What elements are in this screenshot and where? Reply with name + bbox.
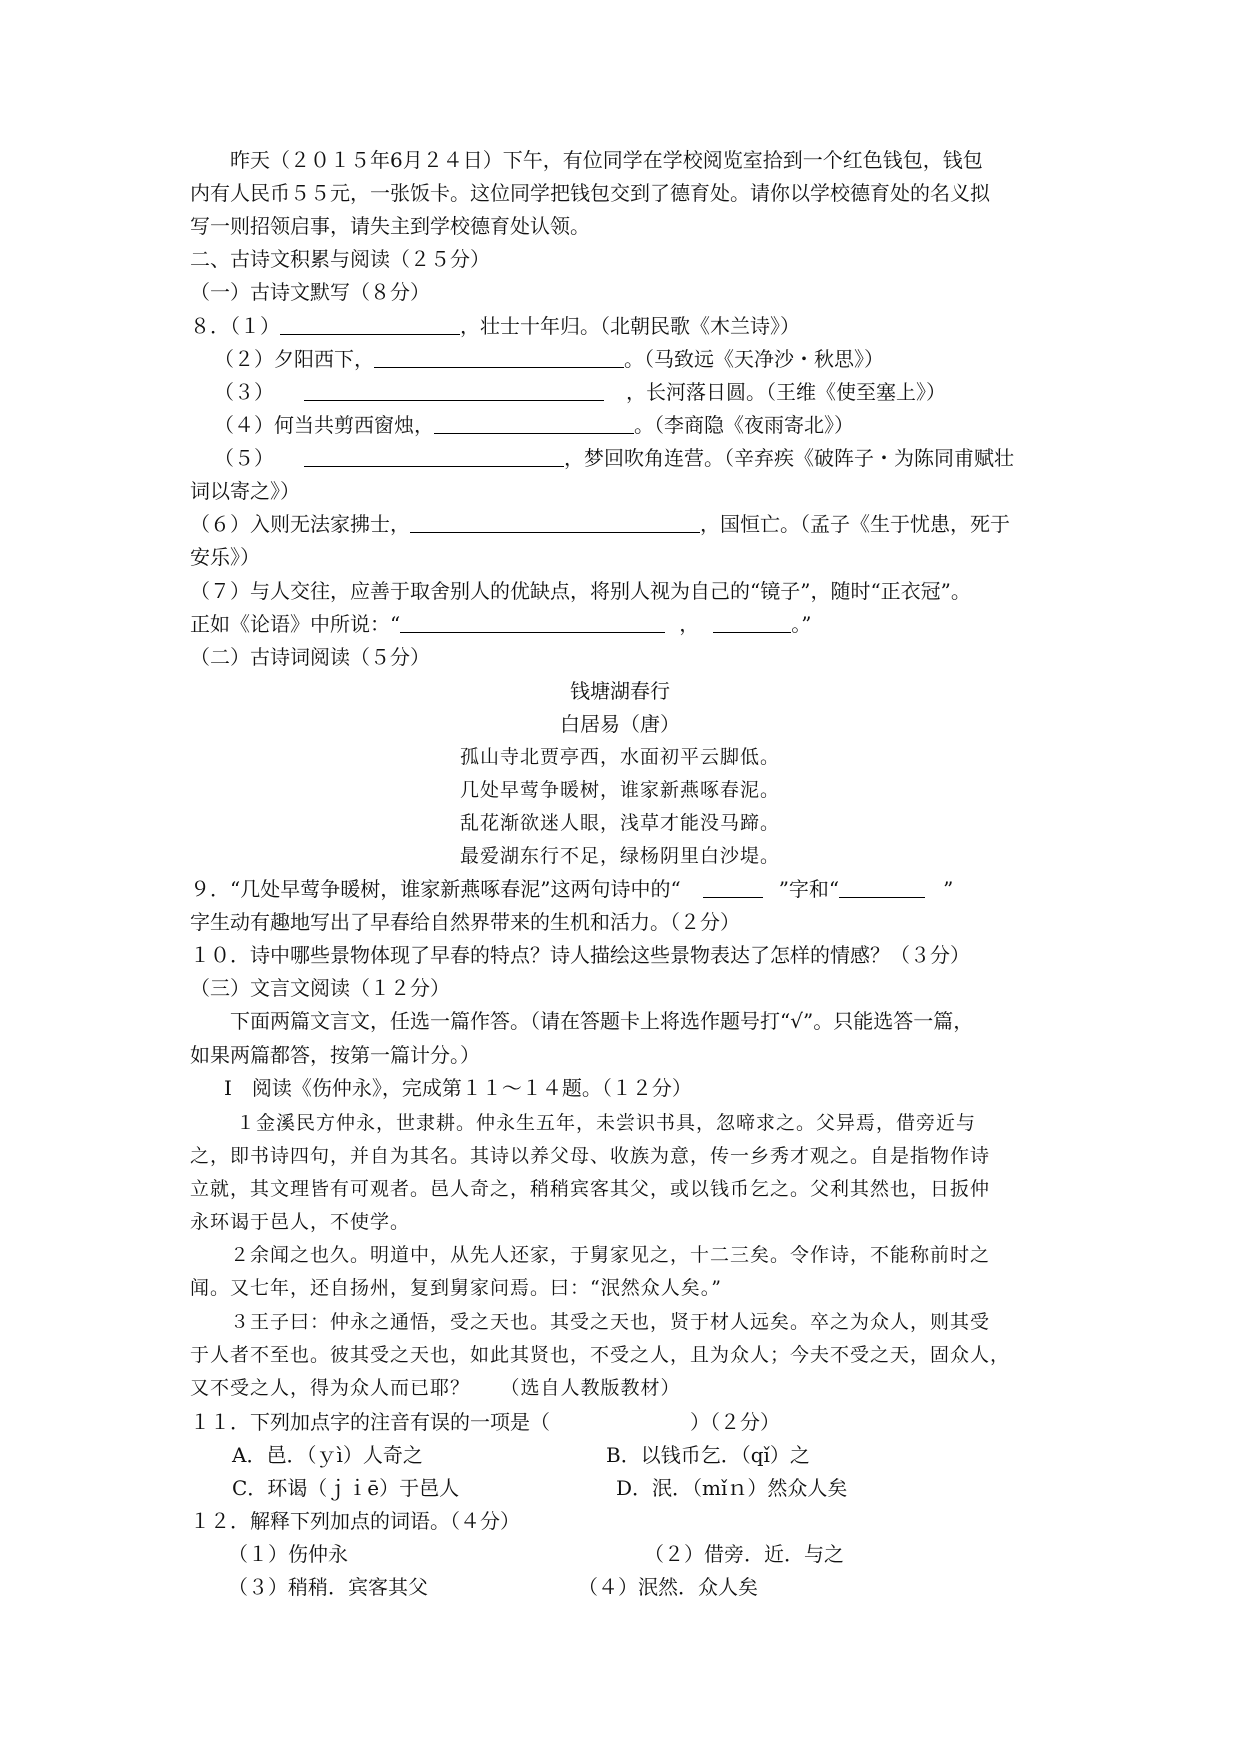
passage-para3-line-1: ３王子曰：仲永之通悟，受之天也。其受之天也，贤于材人远矣。卒之为众人，则其受 xyxy=(230,1311,991,1333)
notice-line-1: 昨天（２０１５年6月２４日）下午，有位同学在学校阅览室拾到一个红色钱包，钱包 xyxy=(230,148,983,172)
poem-line-2: 几处早莺争暖树，谁家新燕啄春泥。 xyxy=(459,779,780,801)
q9-middle: ”字和“ xyxy=(778,877,840,901)
q11-option-b: B．以钱币乞．（qǐ）之 xyxy=(606,1443,810,1467)
reading-heading: Ⅰ 阅读《伤仲永》，完成第１１～１４题。（１２分） xyxy=(224,1076,692,1100)
q8-item-4-prefix: （４）何当共剪西窗烛， xyxy=(214,413,434,437)
q8-item-3-suffix: ，长河落日圆。（王维《使至塞上》） xyxy=(626,380,946,404)
q9-blank-2[interactable] xyxy=(839,877,925,898)
q8-item-7-line-1: （７）与人交往，应善于取舍别人的优缺点，将别人视为自己的“镜子”，随时“正衣冠”。 xyxy=(190,579,971,603)
q8-item-4-suffix: 。（李商隐《夜雨寄北》） xyxy=(634,413,854,437)
q8-blank-4[interactable] xyxy=(434,413,634,434)
q8-item-7-prefix: 正如《论语》中所说：“ xyxy=(190,612,401,636)
q8-item-5-prefix: （５） xyxy=(214,446,274,470)
q11-stem-suffix: ）（２分） xyxy=(690,1410,780,1434)
passage-para1-line-4: 永环谒于邑人，不使学。 xyxy=(190,1211,411,1233)
subsection-3-title: （三）文言文阅读（１２分） xyxy=(190,976,450,1000)
q9-line-1 xyxy=(190,877,953,901)
q8-blank-6[interactable] xyxy=(410,512,700,533)
q9-prefix: ９．“几处早莺争暖树，谁家新燕啄春泥”这两句诗中的“ xyxy=(190,877,681,901)
q8-item-6-prefix: （６）入则无法家拂士， xyxy=(190,512,410,536)
q8-item-3-prefix: （３） xyxy=(214,380,274,404)
q8-blank-3[interactable] xyxy=(304,380,604,401)
q8-blank-1[interactable] xyxy=(280,314,460,335)
q11-option-d: D．泯．（mǐｎ）然众人矣 xyxy=(616,1476,848,1500)
q8-blank-7a[interactable] xyxy=(400,612,665,633)
passage-para1-line-3: 立就，其文理皆有可观者。邑人奇之，稍稍宾客其父，或以钱币乞之。父利其然也，日扳仲 xyxy=(190,1178,991,1200)
q8-item-1 xyxy=(190,314,800,338)
q8-item-7-line-2 xyxy=(190,612,811,636)
q11-stem xyxy=(190,1410,780,1434)
poem-title: 钱塘湖春行 xyxy=(570,679,670,703)
instruction-line-2: 如果两篇都答，按第一篇计分。） xyxy=(190,1043,480,1067)
q8-item-7-suffix: 。” xyxy=(791,612,812,636)
q9-blank-1[interactable] xyxy=(703,877,763,898)
poem-line-3: 乱花渐欲迷人眼，浅草才能没马蹄。 xyxy=(459,812,780,834)
q12-item-3: （３）稍稍．宾客其父 xyxy=(228,1575,428,1599)
notice-line-3: 写一则招领启事，请失主到学校德育处认领。 xyxy=(190,214,590,238)
q8-item-5-suffix: ，梦回吹角连营。（辛弃疾《破阵子・为陈同甫赋壮 xyxy=(564,446,1014,470)
q8-item-5-continued: 词以寄之》） xyxy=(190,479,300,503)
instruction-line-1: 下面两篇文言文，任选一篇作答。（请在答题卡上将选作题号打“√”。只能选答一篇， xyxy=(230,1009,974,1033)
q8-item-2 xyxy=(214,347,884,371)
passage-para3-line-3: 又不受之人，得为众人而已耶？ （选自人教版教材） xyxy=(190,1377,681,1399)
passage-para1-line-2: 之，即书诗四句，并自为其名。其诗以养父母、收族为意，传一乡秀才观之。自是指物作诗 xyxy=(190,1145,991,1167)
q8-item-1-suffix: ，壮士十年归。（北朝民歌《木兰诗》） xyxy=(460,314,800,338)
q11-option-a: A．邑．（ｙì）人奇之 xyxy=(232,1443,423,1467)
q10-stem: １０．诗中哪些景物体现了早春的特点？诗人描绘这些景物表达了怎样的情感？（３分） xyxy=(190,943,970,967)
q8-item-2-suffix: 。（马致远《天净沙・秋思》） xyxy=(624,347,884,371)
q9-line-2: 字生动有趣地写出了早春给自然界带来的生机和活力。（２分） xyxy=(190,910,740,934)
q12-item-1: （１）伤仲永 xyxy=(228,1542,348,1566)
q9-suffix: ” xyxy=(943,877,954,901)
passage-para1-line-1: １金溪民方仲永，世隶耕。仲永生五年，未尝识书具，忽啼求之。父异焉，借旁近与 xyxy=(236,1112,977,1134)
poem-line-1: 孤山寺北贾亭西，水面初平云脚低。 xyxy=(459,746,780,768)
q8-blank-2[interactable] xyxy=(374,347,624,368)
q8-item-6-suffix: ，国恒亡。（孟子《生于忧患，死于 xyxy=(700,512,1010,536)
q12-item-2: （２）借旁．近．与之 xyxy=(644,1542,844,1566)
q8-item-6 xyxy=(190,512,1010,536)
q8-item-1-prefix: ８．（１） xyxy=(190,314,280,338)
q12-stem: １２．解释下列加点的词语。（４分） xyxy=(190,1509,520,1533)
q11-option-c: C．环谒（ｊｉē）于邑人 xyxy=(232,1476,460,1500)
poem-line-4: 最爱湖东行不足，绿杨阴里白沙堤。 xyxy=(459,845,780,867)
section-title: 二、古诗文积累与阅读（２５分） xyxy=(190,247,490,271)
passage-para2-line-1: ２余闻之也久。明道中，从先人还家，于舅家见之，十二三矣。令作诗，不能称前时之 xyxy=(230,1244,991,1266)
notice-line-2: 内有人民币５５元，一张饭卡。这位同学把钱包交到了德育处。请你以学校德育处的名义拟 xyxy=(190,181,990,205)
q8-blank-5[interactable] xyxy=(304,446,564,467)
subsection-1-title: （一）古诗文默写（８分） xyxy=(190,280,430,304)
q12-item-4: （４）泯然．众人矣 xyxy=(578,1575,758,1599)
q8-item-3 xyxy=(214,380,946,404)
q11-stem-prefix: １１．下列加点字的注音有误的一项是（ xyxy=(190,1410,550,1434)
q8-item-4 xyxy=(214,413,854,437)
q8-blank-7b[interactable] xyxy=(713,612,791,633)
q8-item-7-comma: ， xyxy=(679,612,700,636)
passage-para2-line-2: 闻。又七年，还自扬州，复到舅家问焉。曰：“泯然众人矣。” xyxy=(190,1277,722,1299)
subsection-2-title: （二）古诗词阅读（５分） xyxy=(190,645,430,669)
poem-author: 白居易（唐） xyxy=(560,712,680,736)
q8-item-6-continued: 安乐》） xyxy=(190,545,260,569)
q8-item-5 xyxy=(214,446,1014,470)
passage-para3-line-2: 于人者不至也。彼其受之天也，如此其贤也，不受之人，且为众人；今夫不受之天，固众人， xyxy=(190,1344,1011,1366)
q8-item-2-prefix: （２）夕阳西下， xyxy=(214,347,374,371)
